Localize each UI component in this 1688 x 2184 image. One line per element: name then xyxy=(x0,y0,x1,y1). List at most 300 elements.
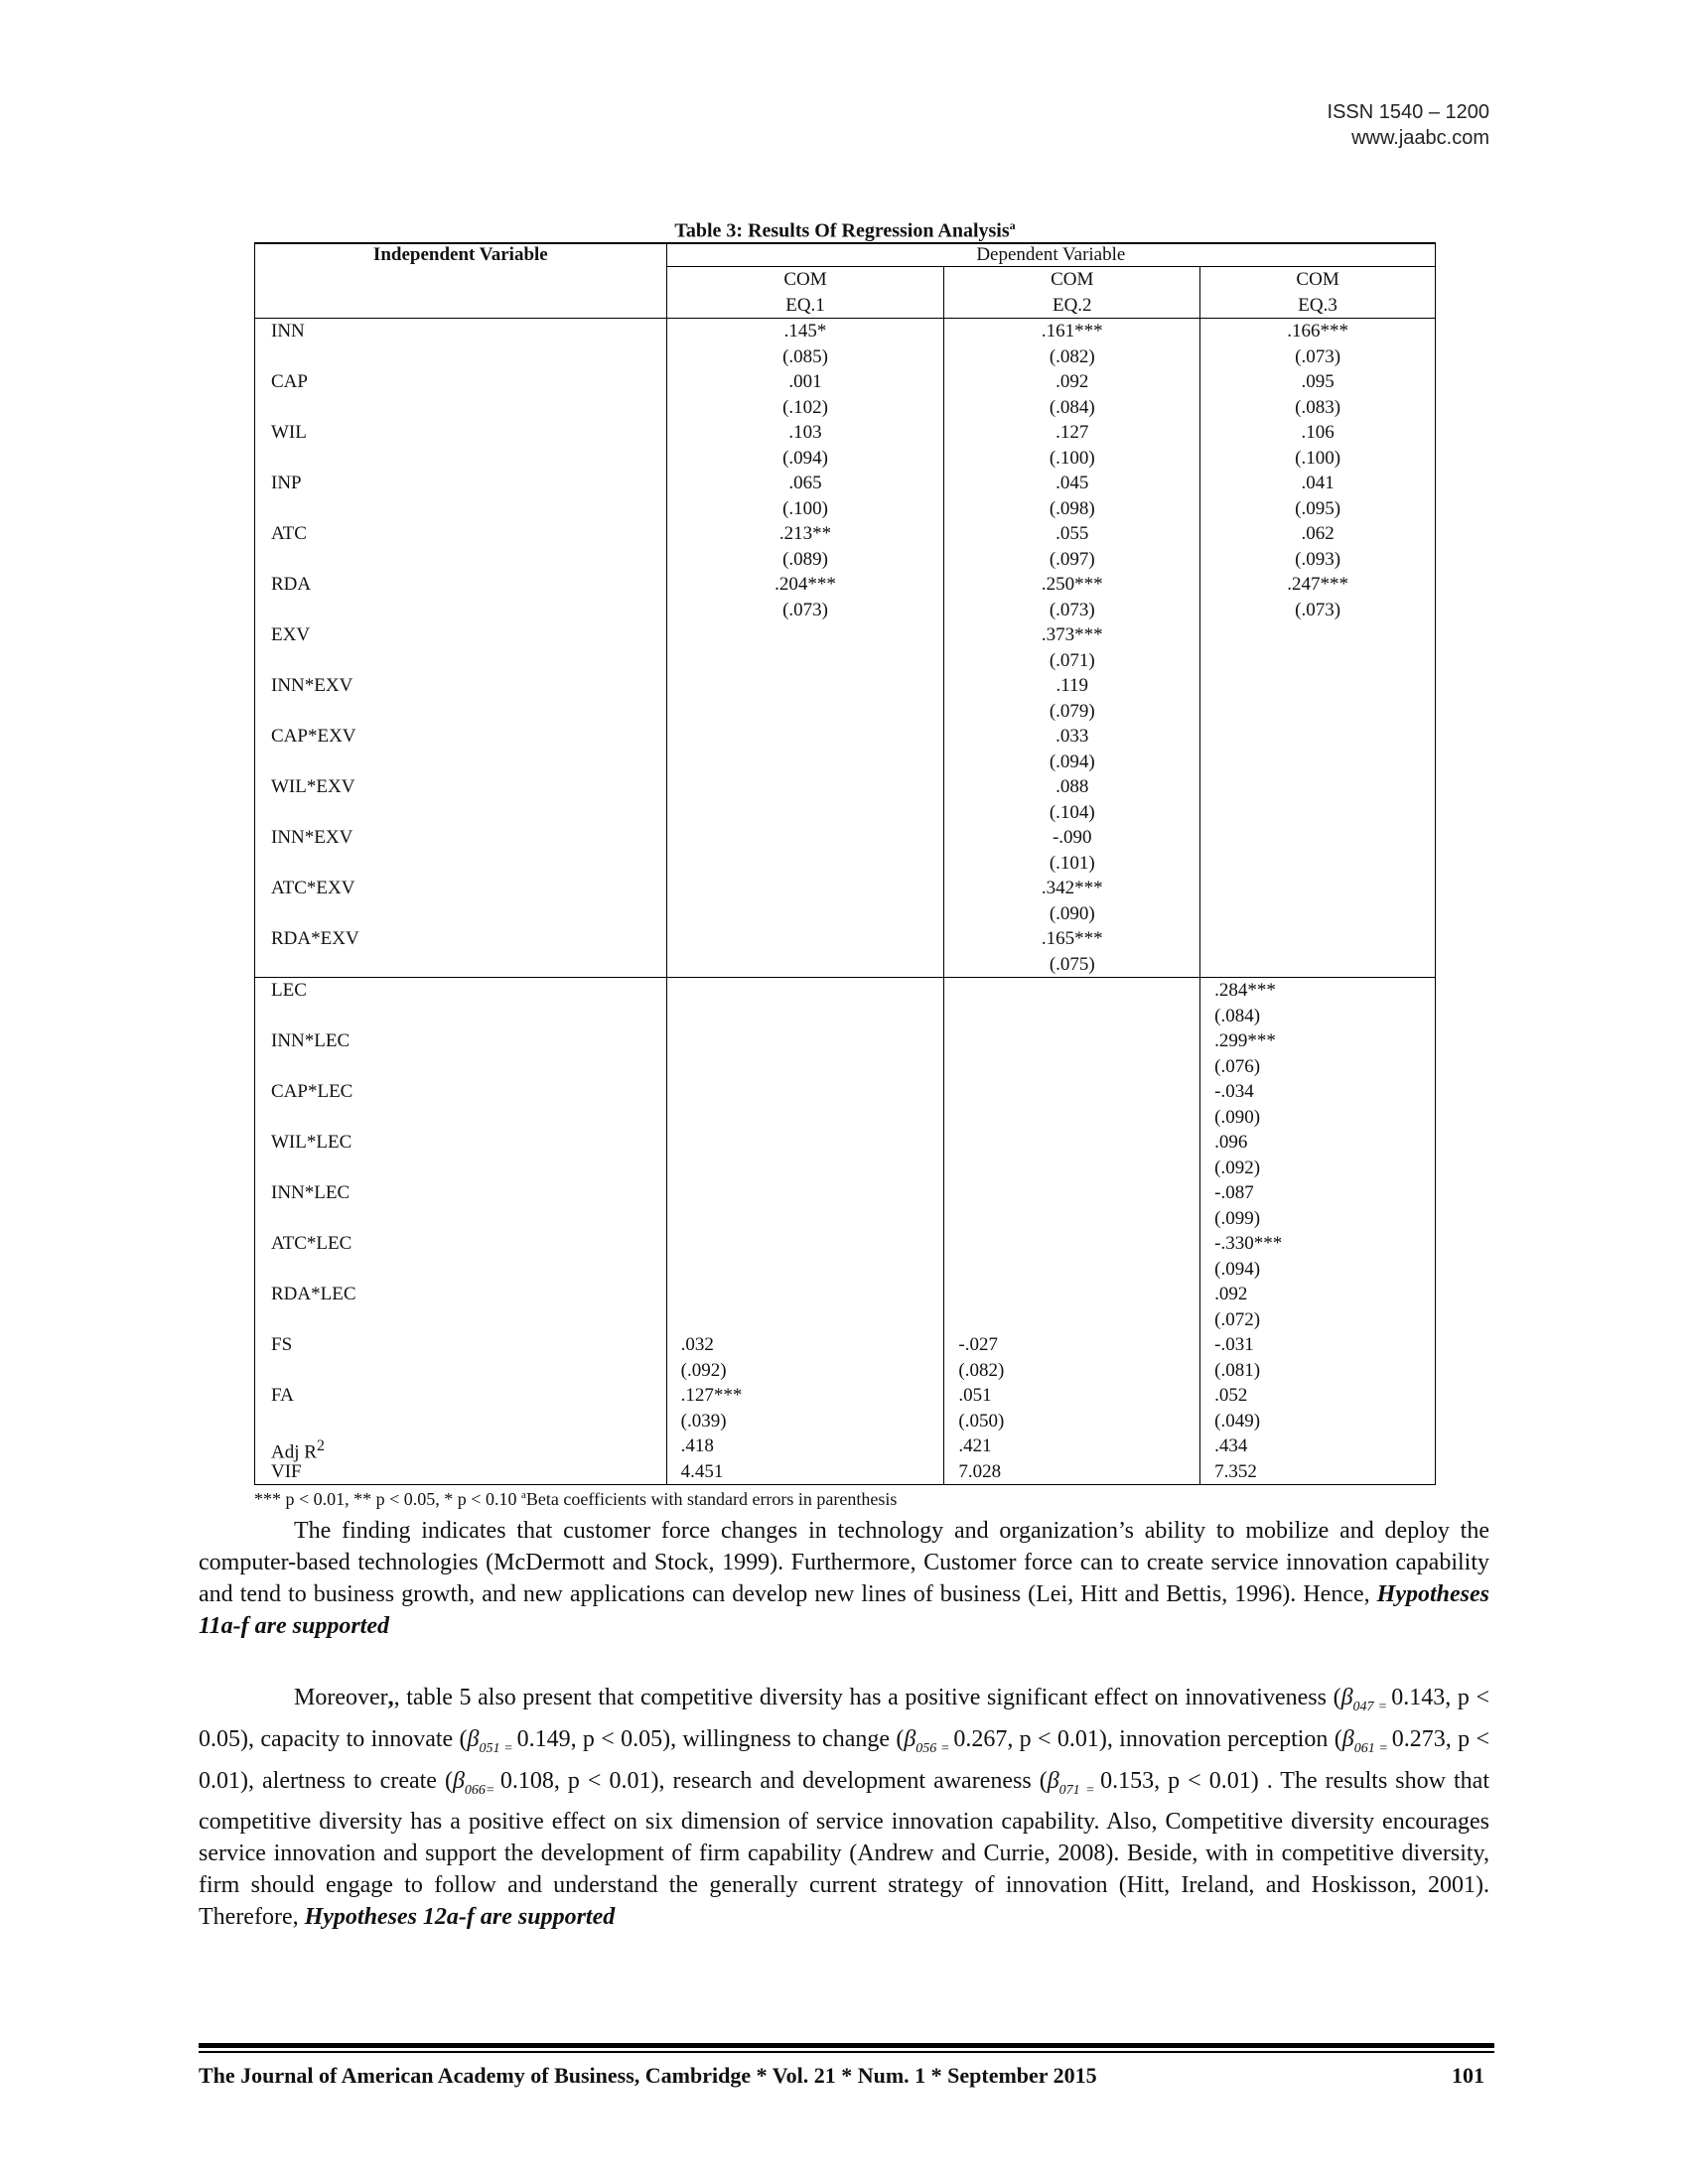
std-error: (.100) xyxy=(1295,447,1341,469)
coef-value xyxy=(667,1079,944,1105)
variable-cell xyxy=(255,1332,667,1383)
coef-value: .119 xyxy=(1055,675,1089,696)
value-cell xyxy=(1200,926,1436,978)
std-error xyxy=(667,1257,944,1283)
variable-name: INN*LEC xyxy=(271,1030,351,1051)
website-link[interactable]: www.jaabc.com xyxy=(1351,127,1489,149)
std-error: (.071) xyxy=(1049,649,1095,671)
paragraph-2-t6: 0.108, p < 0.01), research and development awareness ( xyxy=(499,1767,1048,1794)
coef-value xyxy=(667,1282,944,1307)
std-error xyxy=(1200,800,1435,826)
coef-value xyxy=(944,1231,1199,1257)
col-dependent-header xyxy=(666,243,1435,267)
std-error: (.073) xyxy=(1295,599,1341,620)
paragraph-2-t4: 0.267, p < 0.01), innovation perception ( xyxy=(953,1725,1342,1752)
coef-value xyxy=(944,1079,1199,1105)
variable-cell xyxy=(255,319,667,370)
value-cell xyxy=(944,926,1200,978)
value-cell xyxy=(1200,673,1436,724)
paragraph-2-emph: Hypotheses 12a-f are supported xyxy=(304,1904,616,1931)
coef-value xyxy=(1200,926,1435,952)
coef-value: .033 xyxy=(1055,726,1089,747)
beta-subscript: 071 = xyxy=(1058,1782,1101,1798)
std-error xyxy=(944,1307,1199,1333)
std-error: (.095) xyxy=(1295,497,1341,519)
coef-value xyxy=(944,1282,1199,1307)
table-caption xyxy=(254,218,1436,243)
coef-value: .213** xyxy=(778,523,832,544)
stat-row xyxy=(255,1433,1436,1459)
coef-value: .165*** xyxy=(1041,928,1103,949)
table-row xyxy=(255,876,1436,926)
table-row xyxy=(255,724,1436,774)
value-cell xyxy=(1200,1130,1436,1180)
variable-name: ATC*LEC xyxy=(271,1233,352,1254)
std-error xyxy=(944,1156,1199,1181)
std-error: (.104) xyxy=(1049,801,1095,823)
value-cell xyxy=(666,926,944,978)
std-error: (.100) xyxy=(1049,447,1095,469)
footer-rule-thick xyxy=(199,2043,1494,2048)
variable-cell xyxy=(255,1231,667,1282)
variable-cell xyxy=(255,926,667,978)
std-error: (.083) xyxy=(1295,396,1341,418)
variable-name: INN xyxy=(271,321,305,341)
coef-value xyxy=(1200,622,1435,648)
coef-value xyxy=(944,978,1199,1004)
value-cell xyxy=(944,774,1200,825)
coef-value: .161*** xyxy=(1041,321,1103,341)
std-error xyxy=(1200,699,1435,725)
std-error: (.049) xyxy=(1214,1410,1261,1432)
variable-name: EXV xyxy=(271,624,311,645)
table-row xyxy=(255,1231,1436,1282)
std-error xyxy=(667,1307,944,1333)
beta-symbol: β xyxy=(467,1725,480,1752)
value-cell xyxy=(944,1130,1200,1180)
value-cell xyxy=(666,471,944,521)
std-error xyxy=(944,1054,1199,1080)
paragraph-1 xyxy=(199,1515,1489,1642)
stat-value: 4.451 xyxy=(680,1460,724,1482)
variable-name: INP xyxy=(271,473,302,493)
table-row xyxy=(255,774,1436,825)
variable-cell xyxy=(255,1079,667,1130)
table-row xyxy=(255,1332,1436,1383)
variable-cell xyxy=(255,471,667,521)
coef-value xyxy=(1200,673,1435,699)
std-error xyxy=(944,1105,1199,1131)
beta-symbol: β xyxy=(1047,1767,1059,1794)
footer-journal: The Journal of American Academy of Business, Cambridge * Vol. 21 * Num. 1 * September 2015 xyxy=(199,2063,1097,2088)
coef-value: .204*** xyxy=(774,574,836,595)
variable-name: INN*EXV xyxy=(271,827,353,848)
value-cell xyxy=(944,1332,1200,1383)
beta-subscript: 061 = xyxy=(1353,1740,1392,1756)
stat-value-cell xyxy=(944,1433,1200,1459)
beta-symbol: β xyxy=(1340,1685,1353,1710)
value-cell xyxy=(944,1028,1200,1079)
coef-value xyxy=(667,1231,944,1257)
variable-cell xyxy=(255,1180,667,1231)
std-error xyxy=(667,699,944,725)
stat-value-cell xyxy=(666,1459,944,1485)
std-error: (.102) xyxy=(782,396,828,418)
page-footer xyxy=(199,2063,1494,2089)
paragraph-2-t2: 0.143, p < 0.05), capacity to innovate ( xyxy=(199,1685,1489,1752)
coef-value xyxy=(944,1130,1199,1156)
value-cell xyxy=(1200,774,1436,825)
variable-cell xyxy=(255,622,667,673)
header-spacer xyxy=(255,267,667,319)
note-stars: *** p < 0.01, ** p < 0.05, * p < 0.10 xyxy=(254,1489,517,1509)
coef-value: .284*** xyxy=(1214,980,1276,1001)
note-sup: a xyxy=(520,1489,526,1501)
paragraph-2-t3: 0.149, p < 0.05), willingness to change ( xyxy=(516,1725,905,1752)
value-cell xyxy=(666,825,944,876)
stat-label: Adj R xyxy=(271,1441,317,1463)
coef-value: .145* xyxy=(783,321,827,341)
table-row xyxy=(255,673,1436,724)
variable-cell xyxy=(255,420,667,471)
variable-cell xyxy=(255,774,667,825)
value-cell xyxy=(666,1079,944,1130)
value-cell xyxy=(944,1079,1200,1130)
col-dependent-label: Dependent Variable xyxy=(976,244,1126,265)
coef-value xyxy=(944,1028,1199,1054)
table-row xyxy=(255,369,1436,420)
coef-value: .342*** xyxy=(1041,878,1103,898)
table-row xyxy=(255,572,1436,622)
value-cell xyxy=(666,1383,944,1433)
std-error: (.072) xyxy=(1214,1308,1261,1330)
std-error: (.094) xyxy=(1214,1258,1261,1280)
std-error xyxy=(667,901,944,927)
stat-value-cell xyxy=(1200,1433,1436,1459)
stat-value: 7.028 xyxy=(958,1460,1002,1482)
variable-name: WIL xyxy=(271,422,307,443)
stat-value: .421 xyxy=(958,1435,992,1456)
coef-value: .062 xyxy=(1301,523,1335,544)
value-cell xyxy=(1200,319,1436,370)
value-cell xyxy=(666,1282,944,1332)
variable-name: FA xyxy=(271,1385,294,1406)
value-cell xyxy=(1200,521,1436,572)
table-row xyxy=(255,1130,1436,1180)
std-error xyxy=(667,1105,944,1131)
coef-value xyxy=(667,1028,944,1054)
stat-label-cell xyxy=(255,1459,667,1485)
std-error: (.092) xyxy=(680,1359,727,1381)
std-error: (.093) xyxy=(1295,548,1341,570)
coef-value xyxy=(667,825,944,851)
std-error: (.089) xyxy=(782,548,828,570)
std-error xyxy=(667,851,944,877)
coef-value: .051 xyxy=(958,1385,992,1406)
table-row xyxy=(255,1028,1436,1079)
coef-value: .095 xyxy=(1301,371,1335,392)
coef-value: .299*** xyxy=(1214,1030,1276,1051)
value-cell xyxy=(1200,622,1436,673)
std-error: (.084) xyxy=(1214,1005,1261,1026)
eq-number-label: EQ.2 xyxy=(1052,294,1092,316)
coef-value: .373*** xyxy=(1041,624,1103,645)
table-row xyxy=(255,471,1436,521)
stat-value-cell xyxy=(666,1433,944,1459)
beta-symbol: β xyxy=(1341,1725,1354,1752)
eq-dv-label: COM xyxy=(1296,269,1339,290)
regression-table xyxy=(254,242,1436,1485)
table-row xyxy=(255,926,1436,978)
std-error: (.094) xyxy=(782,447,828,469)
coef-value: .247*** xyxy=(1287,574,1348,595)
table-row xyxy=(255,1282,1436,1332)
value-cell xyxy=(1200,369,1436,420)
std-error: (.085) xyxy=(782,345,828,367)
eq-header-2 xyxy=(944,267,1200,319)
std-error xyxy=(944,1257,1199,1283)
coef-value: -.034 xyxy=(1214,1081,1254,1102)
table-row xyxy=(255,521,1436,572)
std-error: (.098) xyxy=(1049,497,1095,519)
paragraph-2-t1: , table 5 also present that competitive diversity has a positive significant effect on innovativeness ( xyxy=(393,1685,1341,1710)
coef-value xyxy=(944,1180,1199,1206)
stat-label-cell xyxy=(255,1433,667,1463)
variable-cell xyxy=(255,1130,667,1180)
coef-value xyxy=(667,673,944,699)
value-cell xyxy=(666,622,944,673)
note-text: Beta coefficients with standard errors in parenthesis xyxy=(525,1489,898,1509)
value-cell xyxy=(944,572,1200,622)
value-cell xyxy=(1200,1079,1436,1130)
value-cell xyxy=(1200,1332,1436,1383)
value-cell xyxy=(1200,1180,1436,1231)
std-error: (.073) xyxy=(1295,345,1341,367)
variable-name: RDA*LEC xyxy=(271,1284,356,1304)
value-cell xyxy=(1200,1383,1436,1433)
beta-subscript: 051 = xyxy=(479,1740,517,1756)
table-row xyxy=(255,1079,1436,1130)
variable-name: CAP*LEC xyxy=(271,1081,353,1102)
beta-subscript: 066= xyxy=(464,1782,500,1798)
variable-name: INN*LEC xyxy=(271,1182,351,1203)
table-row xyxy=(255,1180,1436,1231)
value-cell xyxy=(944,369,1200,420)
coef-value xyxy=(667,774,944,800)
value-cell xyxy=(944,319,1200,370)
std-error: (.101) xyxy=(1049,852,1095,874)
coef-value xyxy=(1200,724,1435,750)
coef-value: .045 xyxy=(1055,473,1089,493)
std-error: (.084) xyxy=(1049,396,1095,418)
std-error: (.100) xyxy=(782,497,828,519)
variable-name: RDA xyxy=(271,574,312,595)
value-cell xyxy=(1200,1282,1436,1332)
std-error xyxy=(667,1054,944,1080)
coef-value: .106 xyxy=(1301,422,1335,443)
std-error: (.076) xyxy=(1214,1055,1261,1077)
variable-name: ATC*EXV xyxy=(271,878,355,898)
std-error xyxy=(1200,901,1435,927)
coef-value: -.027 xyxy=(958,1334,998,1355)
coef-value: .032 xyxy=(680,1334,714,1355)
std-error xyxy=(944,1004,1199,1029)
value-cell xyxy=(666,724,944,774)
coef-value: .250*** xyxy=(1041,574,1103,595)
std-error xyxy=(667,1004,944,1029)
coef-value: .127 xyxy=(1055,422,1089,443)
std-error: (.079) xyxy=(1049,700,1095,722)
page-header xyxy=(1328,99,1489,151)
eq-header-3 xyxy=(1200,267,1436,319)
value-cell xyxy=(944,1180,1200,1231)
value-cell xyxy=(944,978,1200,1029)
beta-subscript: 047 = xyxy=(1352,1699,1392,1714)
variable-name: WIL*LEC xyxy=(271,1132,352,1153)
coef-value: .065 xyxy=(788,473,822,493)
table-note xyxy=(254,1489,897,1510)
stat-value-cell xyxy=(1200,1459,1436,1485)
value-cell xyxy=(666,673,944,724)
value-cell xyxy=(944,471,1200,521)
eq-header-1 xyxy=(666,267,944,319)
std-error: (.082) xyxy=(958,1359,1005,1381)
variable-name: CAP xyxy=(271,371,308,392)
std-error xyxy=(1200,851,1435,877)
coef-value: .055 xyxy=(1055,523,1089,544)
table-row xyxy=(255,420,1436,471)
value-cell xyxy=(666,521,944,572)
footer-rule-thin xyxy=(199,2051,1494,2053)
variable-cell xyxy=(255,1028,667,1079)
value-cell xyxy=(1200,420,1436,471)
value-cell xyxy=(666,420,944,471)
coef-value xyxy=(667,926,944,952)
coef-value: .052 xyxy=(1214,1385,1248,1406)
value-cell xyxy=(666,319,944,370)
coef-value xyxy=(667,1180,944,1206)
std-error xyxy=(1200,952,1435,978)
value-cell xyxy=(666,1180,944,1231)
value-cell xyxy=(944,1231,1200,1282)
coef-value: .092 xyxy=(1214,1284,1248,1304)
std-error: (.075) xyxy=(1049,953,1095,975)
beta-symbol: β xyxy=(452,1767,465,1794)
variable-name: INN*EXV xyxy=(271,675,353,696)
std-error xyxy=(667,800,944,826)
coef-value: -.330*** xyxy=(1214,1233,1283,1254)
variable-cell xyxy=(255,1282,667,1332)
stat-sup: 2 xyxy=(316,1437,325,1454)
variable-name: FS xyxy=(271,1334,293,1355)
value-cell xyxy=(666,572,944,622)
std-error: (.097) xyxy=(1049,548,1095,570)
coef-value: .127*** xyxy=(680,1385,743,1406)
coef-value xyxy=(1200,774,1435,800)
std-error xyxy=(667,750,944,775)
variable-cell xyxy=(255,521,667,572)
std-error: (.073) xyxy=(782,599,828,620)
variable-cell xyxy=(255,825,667,876)
stat-value: 7.352 xyxy=(1214,1460,1257,1482)
value-cell xyxy=(666,1028,944,1079)
coef-value xyxy=(667,622,944,648)
coef-value: -.090 xyxy=(1052,827,1092,848)
std-error xyxy=(1200,648,1435,674)
paragraph-2-t0: Moreover xyxy=(294,1685,388,1710)
coef-value: .166*** xyxy=(1287,321,1348,341)
coef-value: .092 xyxy=(1055,371,1089,392)
variable-cell xyxy=(255,369,667,420)
value-cell xyxy=(666,1332,944,1383)
eq-number-label: EQ.1 xyxy=(785,294,825,316)
beta-symbol: β xyxy=(904,1725,916,1752)
beta-subscript: 056 = xyxy=(915,1740,954,1756)
variable-name: RDA*EXV xyxy=(271,928,359,949)
value-cell xyxy=(1200,876,1436,926)
variable-cell xyxy=(255,876,667,926)
stat-value: .434 xyxy=(1214,1435,1248,1456)
coef-value xyxy=(1200,825,1435,851)
std-error: (.090) xyxy=(1049,902,1095,924)
std-error xyxy=(667,952,944,978)
coef-value: .088 xyxy=(1055,776,1089,797)
std-error: (.099) xyxy=(1214,1207,1261,1229)
stat-value: .418 xyxy=(680,1435,714,1456)
std-error xyxy=(1200,750,1435,775)
table-row xyxy=(255,825,1436,876)
eq-number-label: EQ.3 xyxy=(1298,294,1337,316)
value-cell xyxy=(1200,572,1436,622)
coef-value xyxy=(1200,876,1435,901)
coef-value xyxy=(667,978,944,1004)
variable-cell xyxy=(255,978,667,1029)
value-cell xyxy=(666,978,944,1029)
table-row xyxy=(255,622,1436,673)
value-cell xyxy=(944,622,1200,673)
coef-value: .001 xyxy=(788,371,822,392)
variable-cell xyxy=(255,673,667,724)
coef-value xyxy=(667,1130,944,1156)
table-row xyxy=(255,978,1436,1029)
col-independent-header: Independent Variable xyxy=(255,243,667,267)
value-cell xyxy=(944,521,1200,572)
coef-value: .041 xyxy=(1301,473,1335,493)
std-error: (.039) xyxy=(680,1410,727,1432)
table-caption-text: Table 3: Results Of Regression Analysis xyxy=(674,219,1010,242)
value-cell xyxy=(944,825,1200,876)
value-cell xyxy=(1200,825,1436,876)
eq-dv-label: COM xyxy=(1051,269,1094,290)
coef-value: .103 xyxy=(788,422,822,443)
coef-value: .096 xyxy=(1214,1132,1248,1153)
value-cell xyxy=(666,876,944,926)
table-row xyxy=(255,319,1436,370)
stat-value-cell xyxy=(944,1459,1200,1485)
value-cell xyxy=(944,876,1200,926)
paragraph-1-emph: Hypotheses 11a-f are supported xyxy=(199,1581,1489,1639)
coef-value xyxy=(667,876,944,901)
std-error: (.090) xyxy=(1214,1106,1261,1128)
table-row xyxy=(255,1383,1436,1433)
eq-dv-label: COM xyxy=(783,269,827,290)
value-cell xyxy=(666,369,944,420)
variable-name: ATC xyxy=(271,523,307,544)
variable-cell xyxy=(255,572,667,622)
coef-value: -.031 xyxy=(1214,1334,1254,1355)
value-cell xyxy=(944,420,1200,471)
coef-value xyxy=(667,724,944,750)
